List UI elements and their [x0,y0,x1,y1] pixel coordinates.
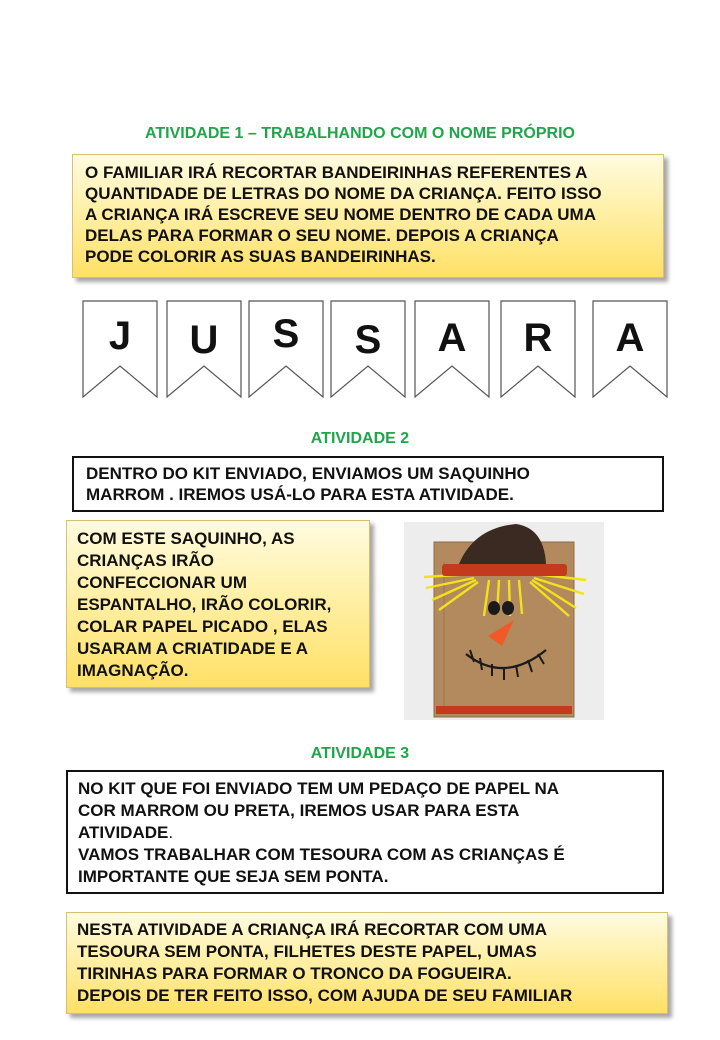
instruction-line: COM ESTE SAQUINHO, AS [77,529,295,548]
note-period: . [168,823,174,842]
activity-2-title: ATIVIDADE 2 [310,430,410,447]
instruction-line: TESOURA SEM PONTA, FILHETES DESTE PAPEL, UMAS [77,942,537,961]
note-line: VAMOS TRABALHAR COM TESOURA COM AS CRIANÇAS É [78,845,565,864]
instruction-line: ESPANTALHO, IRÃO COLORIR, [77,595,332,614]
flag-letter: R [523,316,553,360]
bunting-flag-7 [592,300,668,398]
note-line: IMPORTANTE QUE SEJA SEM PONTA. [78,867,389,886]
instruction-line: USARAM A CRIATIDADE E A [77,639,309,658]
activity-1-instructions [72,154,664,278]
instruction-line: CRIANÇAS IRÃO [77,551,214,570]
instruction-line: A CRIANÇA IRÁ ESCREVE SEU NOME DENTRO DE CADA UMA [85,205,596,224]
flag-letter: A [437,316,467,360]
note-line: NO KIT QUE FOI ENVIADO TEM UM PEDAÇO DE PAPEL NA [78,779,560,798]
activity-2-kit-note [72,456,664,512]
bunting-flag-1 [82,300,158,398]
scarecrow-paper-bag-image [404,522,604,720]
note-line [78,822,652,844]
bunting-flag-4 [330,300,406,398]
activity-3-title: ATIVIDADE 3 [310,745,410,762]
activity-3-kit-note [66,770,664,894]
bunting-flag-3 [248,300,324,398]
instruction-line: PODE COLORIR AS SUAS BANDEIRINHAS. [85,247,436,266]
bunting-flag-6 [500,300,576,398]
bunting-flag-2 [166,300,242,398]
scarecrow-illustration [404,522,604,720]
activity-1-title: ATIVIDADE 1 – TRABALHANDO COM O NOME PRÓPRIO [145,125,575,142]
note-line: DENTRO DO KIT ENVIADO, ENVIAMOS UM SAQUINHO [86,464,530,483]
note-line: COR MARROM OU PRETA, IREMOS USAR PARA ESTA [78,801,520,820]
flag-letter: U [189,318,219,362]
activity-2-instructions [66,520,370,688]
flag-letter: J [108,314,132,358]
note-text: ATIVIDADE [78,823,169,842]
instruction-line: O FAMILIAR IRÁ RECORTAR BANDEIRINHAS REFERENTES A [85,163,588,182]
instruction-line: DEPOIS DE TER FEITO ISSO, COM AJUDA DE SEU FAMILIAR [77,986,573,1005]
flag-letter: S [354,318,382,362]
instruction-line: NESTA ATIVIDADE A CRIANÇA IRÁ RECORTAR COM UMA [77,920,547,939]
instruction-line: TIRINHAS PARA FORMAR O TRONCO DA FOGUEIRA. [77,964,512,983]
activity-3-instructions [66,912,668,1014]
instruction-line: COLAR PAPEL PICADO , ELAS [77,617,328,636]
note-line: MARROM . IREMOS USÁ-LO PARA ESTA ATIVIDADE. [86,485,514,504]
flag-letter: S [272,312,300,356]
instruction-line: DELAS PARA FORMAR O SEU NOME. DEPOIS A CRIANÇA [85,226,559,245]
flag-letter: A [615,316,645,360]
instruction-line: QUANTIDADE DE LETRAS DO NOME DA CRIANÇA. FEITO ISSO [85,184,602,203]
bunting-flag-5 [414,300,490,398]
instruction-line: IMAGNAÇÃO. [77,661,189,680]
instruction-line: CONFECCIONAR UM [77,573,247,592]
